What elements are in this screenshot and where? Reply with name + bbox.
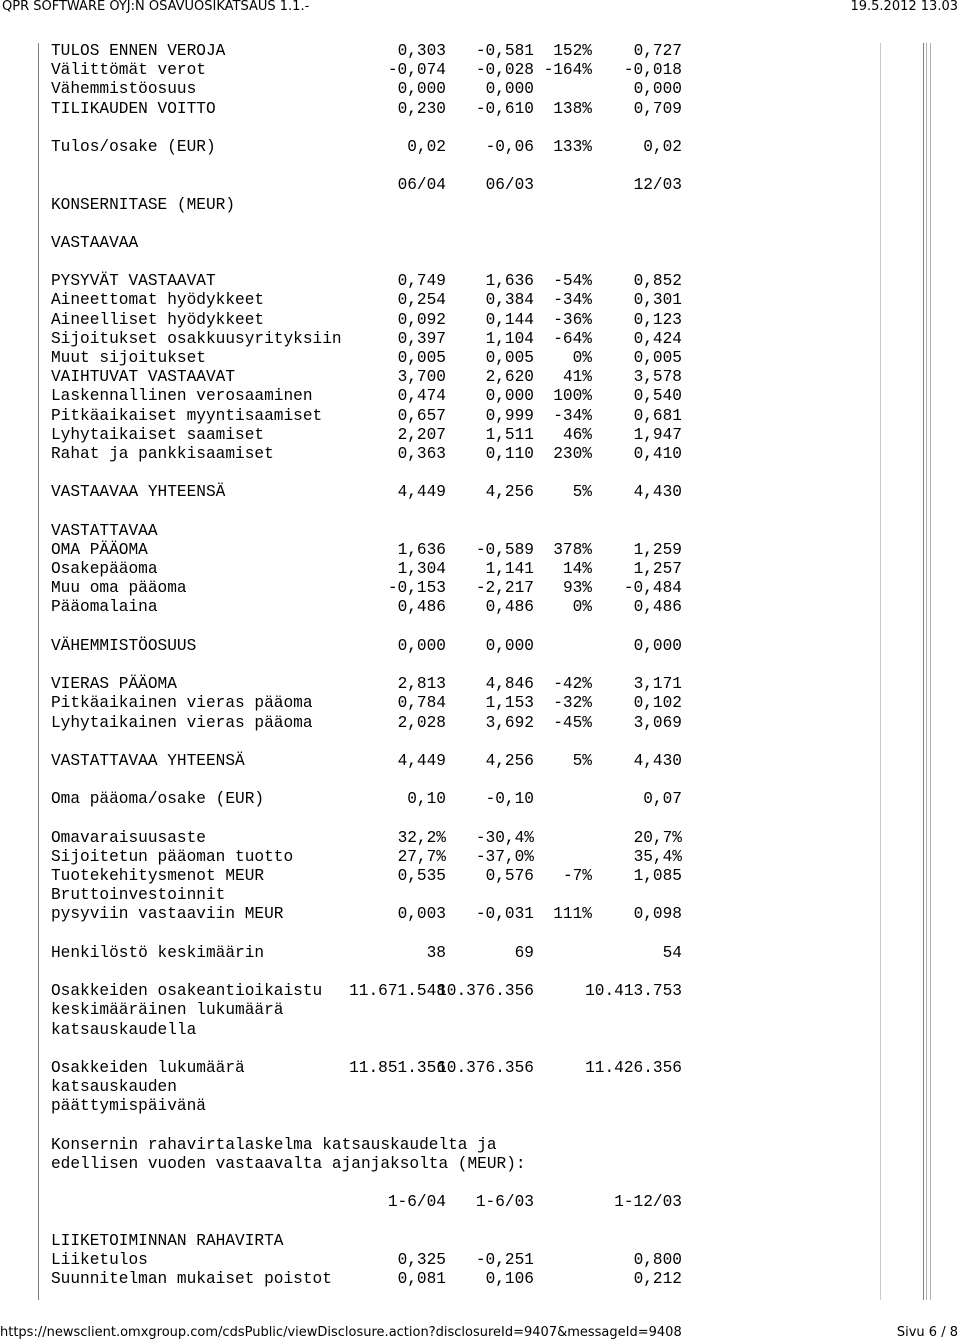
- table-row: [51, 503, 931, 522]
- value-col2: 0,576: [485, 867, 534, 886]
- value-col1: 0,000: [397, 80, 446, 99]
- table-row: [51, 42, 931, 61]
- value-col4: 0,681: [633, 406, 682, 425]
- value-col1: 0,003: [397, 905, 446, 924]
- value-col4: 1,085: [633, 867, 682, 886]
- table-row: [51, 234, 931, 253]
- value-col2: 1,141: [485, 560, 534, 579]
- value-col1: 0,749: [397, 272, 446, 291]
- table-row: [51, 445, 931, 464]
- change-pct: -34%: [553, 291, 592, 310]
- table-row: [51, 1097, 931, 1116]
- value-col4: 10.413.753: [585, 982, 682, 1001]
- change-pct: 138%: [553, 99, 592, 118]
- table-row: [51, 1270, 931, 1289]
- value-col4: 3,171: [633, 675, 682, 694]
- table-row: [51, 1117, 931, 1136]
- value-col2: 0,486: [485, 598, 534, 617]
- value-col2: 0,000: [485, 80, 534, 99]
- table-row: [51, 733, 931, 752]
- row-label: Osakkeiden osakeantioikaistu: [51, 982, 323, 1001]
- value-col4: 0,852: [633, 272, 682, 291]
- row-label: VASTATTAVAA: [51, 521, 158, 540]
- row-label: katsauskauden: [51, 1078, 177, 1097]
- value-col2: 1,636: [485, 272, 534, 291]
- value-col1: 2,813: [397, 675, 446, 694]
- table-row: [51, 426, 931, 445]
- change-pct: 133%: [553, 137, 592, 156]
- value-col1: 0,486: [397, 598, 446, 617]
- page-number: Sivu 6 / 8: [896, 1325, 958, 1340]
- value-col2: 0,110: [485, 444, 534, 463]
- change-pct: 0%: [572, 349, 592, 367]
- table-row: [51, 157, 931, 176]
- table-row: [51, 905, 931, 924]
- row-label: VÄHEMMISTÖOSUUS: [51, 636, 197, 655]
- row-label: Konsernin rahavirtalaskelma katsauskaudelta ja: [51, 1135, 497, 1154]
- value-col1: 0,230: [397, 99, 446, 118]
- value-col1: 0,363: [397, 444, 446, 463]
- value-col4: 0,709: [633, 99, 682, 118]
- value-col2: 0,000: [485, 387, 534, 406]
- value-col2: 1,104: [485, 329, 534, 348]
- row-label: Aineettomat hyödykkeet: [51, 291, 265, 310]
- table-row: [51, 1021, 931, 1040]
- change-pct: -42%: [553, 675, 592, 694]
- row-label: Aineelliset hyödykkeet: [51, 310, 265, 329]
- row-label: Sijoitukset osakkuusyrityksiin: [51, 329, 342, 348]
- value-col4: 1-12/03: [614, 1193, 682, 1212]
- value-col1: 0,005: [397, 349, 446, 367]
- value-col2: 4,256: [485, 483, 534, 502]
- value-col2: 0,106: [485, 1270, 534, 1288]
- value-col1: 0,535: [397, 867, 446, 886]
- value-col4: 0,005: [633, 349, 682, 367]
- value-col1: 3,700: [397, 368, 446, 387]
- row-label: katsauskaudella: [51, 1020, 197, 1039]
- row-label: Vähemmistöosuus: [51, 80, 197, 99]
- change-pct: -32%: [553, 694, 592, 713]
- value-col2: -0,028: [475, 61, 534, 80]
- table-row: [51, 61, 931, 80]
- table-row: [51, 1212, 931, 1231]
- table-row: [51, 1251, 931, 1270]
- row-label: TULOS ENNEN VEROJA: [51, 42, 226, 60]
- value-col2: 0,005: [485, 349, 534, 367]
- header-title: QPR SOFTWARE OYJ:N OSAVUOSIKATSAUS 1.1.-: [2, 0, 310, 14]
- value-col1: 0,081: [397, 1270, 446, 1288]
- change-pct: 378%: [553, 540, 592, 559]
- value-col4: 4,430: [633, 751, 682, 770]
- row-label: Liiketulos: [51, 1250, 148, 1269]
- table-row: [51, 694, 931, 713]
- value-col4: 0,07: [643, 790, 682, 809]
- value-col1: 38: [426, 943, 446, 962]
- table-row: [51, 1155, 931, 1174]
- table-row: [51, 810, 931, 829]
- value-col1: 1,636: [397, 540, 446, 559]
- value-col1: 2,028: [397, 713, 446, 732]
- table-row: [51, 598, 931, 617]
- value-col2: 1,153: [485, 694, 534, 713]
- table-row: [51, 618, 931, 637]
- value-col1: 0,784: [397, 694, 446, 713]
- change-pct: 111%: [553, 905, 592, 924]
- row-label: VASTAAVAA: [51, 233, 139, 252]
- value-col2: 0,384: [485, 291, 534, 310]
- table-row: [51, 483, 931, 502]
- change-pct: 41%: [562, 368, 592, 387]
- table-row: [51, 368, 931, 387]
- row-label: TILIKAUDEN VOITTO: [51, 99, 216, 118]
- row-label: Tuotekehitysmenot MEUR: [51, 867, 265, 886]
- value-col4: 35,4%: [633, 847, 682, 866]
- change-pct: -34%: [553, 406, 592, 425]
- value-col4: 0,123: [633, 310, 682, 329]
- value-col4: 0,102: [633, 694, 682, 713]
- table-row: [51, 790, 931, 809]
- value-col2: -0,06: [485, 137, 534, 156]
- value-col4: 0,000: [633, 636, 682, 655]
- table-row: [51, 522, 931, 541]
- table-row: [51, 464, 931, 483]
- value-col1: 0,10: [407, 790, 446, 809]
- value-col4: 3,578: [633, 368, 682, 387]
- table-row: [51, 944, 931, 963]
- row-label: Pääomalaina: [51, 598, 158, 617]
- table-row: [51, 848, 931, 867]
- row-label: Suunnitelman mukaiset poistot: [51, 1270, 332, 1288]
- table-row: [51, 138, 931, 157]
- row-label: Rahat ja pankkisaamiset: [51, 444, 274, 463]
- row-label: Henkilöstö keskimäärin: [51, 943, 265, 962]
- value-col4: 1,947: [633, 425, 682, 444]
- table-row: [51, 387, 931, 406]
- value-col4: 0,540: [633, 387, 682, 406]
- row-label: Lyhytaikaiset saamiset: [51, 425, 265, 444]
- value-col1: 0,474: [397, 387, 446, 406]
- value-col4: 1,259: [633, 540, 682, 559]
- value-col1: 06/04: [397, 176, 446, 195]
- table-row: [51, 1174, 931, 1193]
- value-col4: 12/03: [633, 176, 682, 195]
- table-row: [51, 925, 931, 944]
- table-row: [51, 1078, 931, 1097]
- row-label: Pitkäaikainen vieras pääoma: [51, 694, 313, 713]
- table-row: [51, 1232, 931, 1251]
- row-label: Osakepääoma: [51, 560, 158, 579]
- value-col1: 0,325: [397, 1250, 446, 1269]
- table-row: [51, 196, 931, 215]
- value-col1: -0,074: [387, 61, 446, 80]
- change-pct: 230%: [553, 444, 592, 463]
- row-label: VASTATTAVAA YHTEENSÄ: [51, 751, 245, 770]
- row-label: Tulos/osake (EUR): [51, 137, 216, 156]
- value-col2: 10.376.356: [437, 1058, 534, 1077]
- table-row: [51, 1193, 931, 1212]
- table-row: [51, 829, 931, 848]
- table-row: [51, 1040, 931, 1059]
- row-label: pysyviin vastaaviin MEUR: [51, 905, 284, 924]
- print-header: [0, 0, 960, 16]
- change-pct: -64%: [553, 329, 592, 348]
- value-col4: 4,430: [633, 483, 682, 502]
- footer-url[interactable]: https://newsclient.omxgroup.com/cdsPublic/viewDisclosure.action?disclosureId=9407&messageId=9408: [0, 1325, 682, 1340]
- table-row: [51, 541, 931, 560]
- value-col1: 4,449: [397, 483, 446, 502]
- value-col1: 1-6/04: [387, 1193, 446, 1212]
- change-pct: -7%: [562, 867, 592, 886]
- change-pct: -36%: [553, 310, 592, 329]
- row-label: VASTAAVAA YHTEENSÄ: [51, 483, 226, 502]
- value-col1: 11.671.548: [349, 982, 446, 1001]
- row-label: Osakkeiden lukumäärä: [51, 1058, 245, 1077]
- value-col2: -0,251: [475, 1250, 534, 1269]
- change-pct: -164%: [543, 61, 592, 80]
- table-row: [51, 1001, 931, 1020]
- table-row: [51, 272, 931, 291]
- table-row: [51, 963, 931, 982]
- row-label: Oma pääoma/osake (EUR): [51, 790, 265, 809]
- value-col1: 0,254: [397, 291, 446, 310]
- change-pct: 5%: [572, 751, 592, 770]
- value-col2: 1-6/03: [475, 1193, 534, 1212]
- row-label: Omavaraisuusaste: [51, 828, 206, 847]
- table-row: [51, 656, 931, 675]
- row-label: LIIKETOIMINNAN RAHAVIRTA: [51, 1231, 284, 1250]
- change-pct: 0%: [572, 598, 592, 617]
- value-col2: -0,10: [485, 790, 534, 809]
- table-row: [51, 407, 931, 426]
- row-label: Sijoitetun pääoman tuotto: [51, 847, 294, 866]
- value-col2: 4,846: [485, 675, 534, 694]
- value-col2: 4,256: [485, 751, 534, 770]
- value-col4: 0,098: [633, 905, 682, 924]
- value-col2: -0,031: [475, 905, 534, 924]
- row-label: KONSERNITASE (MEUR): [51, 195, 236, 214]
- row-label: Välittömät verot: [51, 61, 206, 80]
- value-col2: -0,581: [475, 42, 534, 60]
- table-row: [51, 330, 931, 349]
- value-col2: 0,000: [485, 636, 534, 655]
- value-col1: 0,397: [397, 329, 446, 348]
- row-label: Muut sijoitukset: [51, 349, 206, 367]
- change-pct: -45%: [553, 713, 592, 732]
- value-col1: 0,303: [397, 42, 446, 60]
- value-col2: -0,589: [475, 540, 534, 559]
- value-col4: 0,02: [643, 137, 682, 156]
- table-row: [51, 560, 931, 579]
- value-col1: 0,02: [407, 137, 446, 156]
- table-row: [51, 1059, 931, 1078]
- value-col4: 54: [662, 943, 682, 962]
- value-col1: 27,7%: [397, 847, 446, 866]
- value-col2: 2,620: [485, 368, 534, 387]
- value-col4: 3,069: [633, 713, 682, 732]
- change-pct: -54%: [553, 272, 592, 291]
- row-label: Pitkäaikaiset myyntisaamiset: [51, 406, 323, 425]
- value-col1: 11.851.356: [349, 1058, 446, 1077]
- header-date: 19.5.2012 13.03: [850, 0, 958, 14]
- row-label: Lyhytaikainen vieras pääoma: [51, 713, 313, 732]
- table-row: [51, 80, 931, 99]
- value-col4: 0,212: [633, 1270, 682, 1288]
- table-row: [51, 579, 931, 598]
- value-col1: 0,657: [397, 406, 446, 425]
- change-pct: 14%: [562, 560, 592, 579]
- value-col4: 0,410: [633, 444, 682, 463]
- value-col2: 3,692: [485, 713, 534, 732]
- value-col4: 20,7%: [633, 828, 682, 847]
- value-col4: 1,257: [633, 560, 682, 579]
- value-col1: 32,2%: [397, 828, 446, 847]
- value-col2: -0,610: [475, 99, 534, 118]
- table-row: [51, 886, 931, 905]
- value-col1: 0,092: [397, 310, 446, 329]
- row-label: Bruttoinvestoinnit: [51, 886, 226, 905]
- value-col2: -30,4%: [475, 828, 534, 847]
- value-col2: 06/03: [485, 176, 534, 195]
- change-pct: 5%: [572, 483, 592, 502]
- table-row: [51, 100, 931, 119]
- value-col4: 0,424: [633, 329, 682, 348]
- value-col4: 0,727: [633, 42, 682, 60]
- report-table: [51, 42, 931, 1289]
- value-col4: -0,484: [623, 579, 682, 598]
- value-col4: 0,301: [633, 291, 682, 310]
- value-col2: 1,511: [485, 425, 534, 444]
- change-pct: 100%: [553, 387, 592, 406]
- table-row: [51, 714, 931, 733]
- value-col1: 2,207: [397, 425, 446, 444]
- change-pct: 152%: [553, 42, 592, 60]
- value-col2: 10.376.356: [437, 982, 534, 1001]
- table-row: [51, 982, 931, 1001]
- table-row: [51, 867, 931, 886]
- value-col1: 1,304: [397, 560, 446, 579]
- table-row: [51, 253, 931, 272]
- row-label: päättymispäivänä: [51, 1097, 206, 1116]
- value-col2: -37,0%: [475, 847, 534, 866]
- value-col4: 11.426.356: [585, 1058, 682, 1077]
- table-row: [51, 311, 931, 330]
- table-row: [51, 176, 931, 195]
- table-row: [51, 752, 931, 771]
- value-col2: 0,999: [485, 406, 534, 425]
- table-row: [51, 349, 931, 368]
- value-col4: 0,486: [633, 598, 682, 617]
- value-col1: 4,449: [397, 751, 446, 770]
- table-row: [51, 215, 931, 234]
- row-label: OMA PÄÄOMA: [51, 540, 148, 559]
- value-col4: 0,000: [633, 80, 682, 99]
- table-row: [51, 291, 931, 310]
- value-col4: 0,800: [633, 1250, 682, 1269]
- row-label: VAIHTUVAT VASTAAVAT: [51, 368, 236, 387]
- value-col1: 0,000: [397, 636, 446, 655]
- table-row: [51, 119, 931, 138]
- row-label: Laskennallinen verosaaminen: [51, 387, 313, 406]
- row-label: Muu oma pääoma: [51, 579, 187, 598]
- value-col1: -0,153: [387, 579, 446, 598]
- row-label: keskimääräinen lukumäärä: [51, 1001, 284, 1020]
- value-col2: 0,144: [485, 310, 534, 329]
- row-label: VIERAS PÄÄOMA: [51, 675, 177, 694]
- change-pct: 93%: [562, 579, 592, 598]
- table-row: [51, 675, 931, 694]
- value-col2: -2,217: [475, 579, 534, 598]
- change-pct: 46%: [562, 425, 592, 444]
- print-footer: [0, 1324, 960, 1341]
- value-col4: -0,018: [623, 61, 682, 80]
- row-label: edellisen vuoden vastaavalta ajanjaksolta (MEUR):: [51, 1154, 526, 1173]
- table-row: [51, 1136, 931, 1155]
- table-row: [51, 637, 931, 656]
- value-col2: 69: [514, 943, 534, 962]
- table-row: [51, 771, 931, 790]
- row-label: PYSYVÄT VASTAAVAT: [51, 272, 216, 291]
